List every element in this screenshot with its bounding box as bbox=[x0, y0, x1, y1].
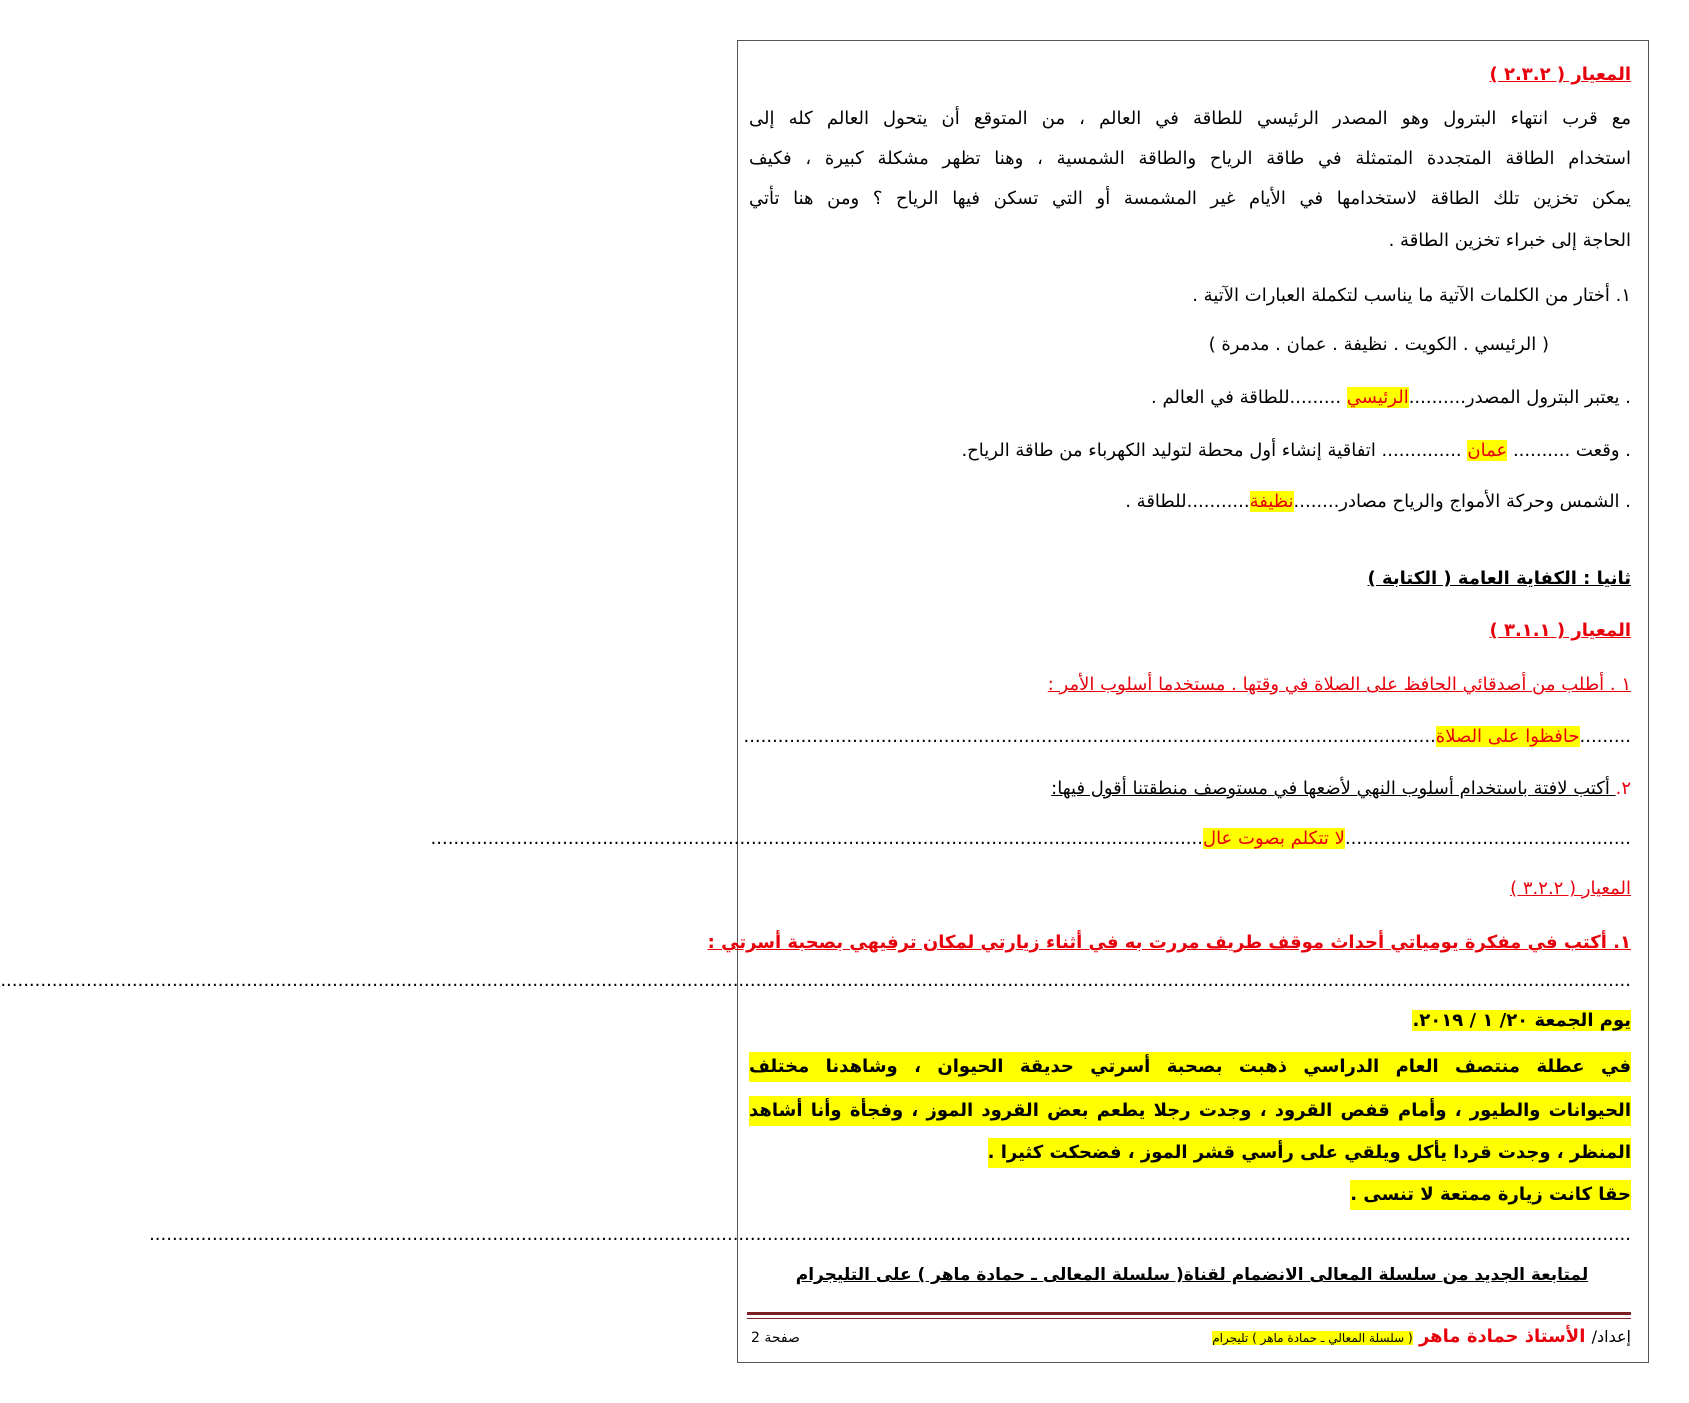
fill-item-2-before: . وقعت .......... bbox=[1507, 440, 1631, 461]
writing-question-1: ١ . أطلب من أصدقائي الحافظ على الصلاة في وقتها . مستخدما أسلوب الأمر : bbox=[1047, 674, 1631, 695]
fill-item-1 bbox=[749, 385, 1631, 411]
paragraph-line-2: استخدام الطاقة المتجددة المتمثلة في طاقة الرياح والطاقة الشمسية ، وهنا تظهر مشكلة كبيرة ، فكيف bbox=[749, 148, 1631, 169]
fill-item-1-after: .........للطاقة في العالم . bbox=[1151, 387, 1347, 408]
answer-trail-dots: ......................................................................................................................... bbox=[743, 726, 1436, 747]
writing-question-2 bbox=[749, 776, 1631, 802]
fill-item-1-answer: الرئيسي bbox=[1346, 387, 1409, 408]
section-heading-writing: ثانيا : الكفاية العامة ( الكتابة ) bbox=[1367, 568, 1631, 589]
footer-prepared-by: إعداد/ bbox=[1591, 1327, 1631, 1346]
word-bank: ( الرئيسي . الكويت . نظيفة . عمان . مدمرة ) bbox=[1208, 334, 1549, 355]
criterion-heading-2: المعيار ( ٣.١.١ ) bbox=[1489, 620, 1631, 641]
diary-date-line bbox=[749, 1008, 1631, 1034]
fill-item-3 bbox=[749, 489, 1631, 515]
paragraph-line-4: الحاجة إلى خبراء تخزين الطاقة . bbox=[1388, 230, 1631, 251]
question-1: ١. أختار من الكلمات الآتية ما يناسب لتكملة العبارات الآتية . bbox=[1192, 285, 1631, 306]
dotted-line-2: ................................................................................................................................................................................................................................................................... bbox=[149, 1224, 1631, 1245]
criterion-heading-1: المعيار ( ٢.٣.٢ ) bbox=[1489, 64, 1631, 85]
footer-teacher: الأستاذ حمادة ماهر bbox=[1412, 1326, 1592, 1347]
diary-line-2: الحيوانات والطيور ، وأمام قفص القرود ، وجدت رجلا يطعم بعض القرود الموز ، وفجأة وأنا أشاهد bbox=[749, 1096, 1631, 1126]
answer-2-trail-dots: ....................................................................................................................................... bbox=[430, 828, 1203, 849]
telegram-note: لمتابعة الجديد من سلسلة المعالى الانضمام لقناة( سلسلة المعالى ـ حمادة ماهر ) على التليجرام bbox=[795, 1265, 1589, 1285]
answer-line-2 bbox=[430, 826, 1631, 852]
answer-1: حافظوا على الصلاة bbox=[1435, 726, 1580, 747]
writing-question-3: ١. أكتب في مفكرة يومياتي أحداث موقف طريف مررت به في أثناء زيارتي لمكان ترفيهي بصحبة أسرتي : bbox=[707, 932, 1631, 953]
fill-item-3-after: ...........للطاقة . bbox=[1125, 491, 1250, 512]
paragraph-line-1: مع قرب انتهاء البترول وهو المصدر الرئيسي للطاقة في العالم ، من المتوقع أن يتحول العالم كله إلى bbox=[749, 108, 1631, 129]
diary-line-4: حقا كانت زيارة ممتعة لا تنسى . bbox=[1350, 1180, 1631, 1210]
dotted-line-1: ............................................................................................................................................................................................................................................................................................. bbox=[0, 970, 1631, 991]
paragraph-line-3: يمكن تخزين تلك الطاقة لاستخدامها في الأيام غير المشمسة أو التي تسكن فيها الرياح ؟ ومن هنا تأتي bbox=[749, 188, 1631, 209]
answer-2: لا تتكلم بصوت عال bbox=[1202, 828, 1345, 849]
page-number: صفحة 2 bbox=[751, 1330, 800, 1346]
footer bbox=[749, 1326, 1631, 1356]
fill-item-3-before: . الشمس وحركة الأمواج والرياح مصادر........ bbox=[1293, 491, 1631, 512]
fill-item-3-answer: نظيفة bbox=[1249, 491, 1294, 512]
footer-series: ( سلسلة المعالي ـ حمادة ماهر ) تليجرام bbox=[1212, 1331, 1413, 1345]
footer-rule-thin bbox=[747, 1318, 1631, 1319]
diary-line-3-wrap bbox=[749, 1138, 1631, 1168]
writing-question-2-text: أكتب لافتة باستخدام أسلوب النهي لأضعها في مستوصف منطقتنا أقول فيها: bbox=[1051, 778, 1616, 799]
answer-2-lead-dots: .................................................. bbox=[1344, 828, 1631, 849]
diary-line-3: المنظر ، وجدت قردا يأكل ويلقي على رأسي قشر الموز ، فضحكت كثيرا . bbox=[988, 1138, 1631, 1168]
fill-item-2-after: .............. اتفاقية إنشاء أول محطة لتوليد الكهرباء من طاقة الرياح. bbox=[961, 440, 1468, 461]
diary-line-4-wrap bbox=[749, 1180, 1631, 1210]
footer-credit bbox=[1212, 1326, 1631, 1347]
answer-line-1 bbox=[743, 724, 1631, 750]
fill-item-2-answer: عمان bbox=[1467, 440, 1508, 461]
criterion-heading-3: المعيار ( ٣.٢.٢ ) bbox=[1510, 878, 1631, 899]
answer-lead-dots: ......... bbox=[1579, 726, 1631, 747]
writing-question-2-number: ٢. bbox=[1615, 778, 1631, 799]
fill-item-2 bbox=[749, 438, 1631, 464]
fill-item-1-before: . يعتبر البترول المصدر.......... bbox=[1408, 387, 1631, 408]
diary-line-1: في عطلة منتصف العام الدراسي ذهبت بصحبة أسرتي حديقة الحيوان ، وشاهدنا مختلف bbox=[749, 1052, 1631, 1082]
footer-rule-thick bbox=[747, 1312, 1631, 1315]
diary-date: يوم الجمعة ٢٠/ ١ / ٢٠١٩. bbox=[1412, 1010, 1631, 1031]
